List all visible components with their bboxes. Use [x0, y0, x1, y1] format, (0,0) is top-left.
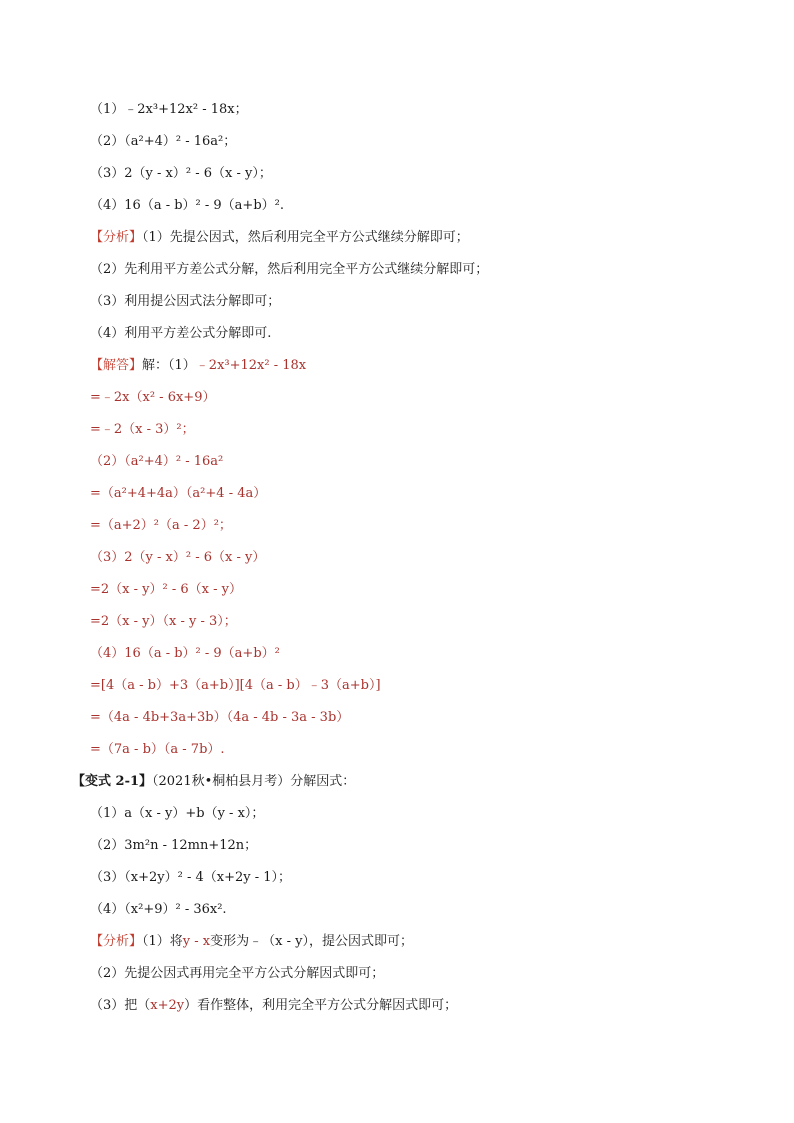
- variant-heading: [72, 773, 355, 791]
- analysis2-line-1: [90, 933, 413, 951]
- analysis2-text-3c: ）看作整体，利用完全平方公式分解因式即可；: [184, 998, 458, 1013]
- solution-step-1b: =﹣2（x - 3）²；: [90, 422, 195, 437]
- analysis-line-4: （4）利用平方差公式分解即可.: [90, 326, 272, 341]
- analysis2-line-2: （2）先提公因式再用完全平方公式分解因式即可；: [90, 966, 385, 981]
- variant-source: （2021秋•桐柏县月考）分解因式：: [152, 774, 356, 789]
- variant-problem-2: （2）3m²n - 12mn+12n；: [90, 838, 258, 853]
- variant-tag: 【变式 2-1】: [72, 774, 153, 789]
- analysis2-tag: 【分析】: [90, 934, 143, 949]
- solution-head-3: （3）2（y - x）² - 6（x - y）: [90, 550, 266, 565]
- solution-step-3a: =2（x - y）² - 6（x - y）: [90, 582, 242, 597]
- solution-intro: 解：（1）: [142, 358, 196, 373]
- analysis2-text-1a: （1）将: [142, 934, 183, 949]
- variant-problem-1: （1）a（x - y）+b（y - x）；: [90, 806, 265, 821]
- solution-step-4b: =（4a - 4b+3a+3b）（4a - 4b - 3a - 3b）: [90, 710, 350, 725]
- solution-tag: 【解答】: [90, 358, 143, 373]
- variant-problem-4: （4）（x²+9）² - 36x².: [90, 902, 227, 917]
- solution-expr-1: ﹣2x³+12x² - 18x: [195, 358, 307, 373]
- solution-line-1: [90, 357, 306, 375]
- solution-head-4: （4）16（a - b）² - 9（a+b）²: [90, 646, 280, 661]
- analysis-line-1: [90, 229, 469, 247]
- solution-head-2: （2）（a²+4）² - 16a²: [90, 454, 224, 469]
- solution-step-1a: =﹣2x（x² - 6x+9）: [90, 390, 216, 405]
- analysis2-text-1c: 变形为﹣（x - y），提公因式即可；: [210, 934, 413, 949]
- solution-step-2a: =（a²+4+4a）（a²+4 - 4a）: [90, 486, 267, 501]
- analysis-line-2: （2）先利用平方差公式分解，然后利用完全平方公式继续分解即可；: [90, 262, 489, 277]
- analysis2-line-3: [90, 997, 457, 1015]
- problem-1: （1）﹣2x³+12x² - 18x；: [90, 102, 248, 117]
- analysis2-expr-3: x+2y: [150, 998, 185, 1013]
- analysis2-expr-1: y - x: [182, 934, 211, 949]
- solution-step-4a: =[4（a - b）+3（a+b）][4（a - b）﹣3（a+b）]: [90, 678, 381, 693]
- analysis-text-1: （1）先提公因式，然后利用完全平方公式继续分解即可；: [142, 230, 469, 245]
- solution-step-2b: =（a+2）²（a - 2）²；: [90, 518, 232, 533]
- analysis-line-3: （3）利用提公因式法分解即可；: [90, 294, 281, 309]
- analysis-tag: 【分析】: [90, 230, 143, 245]
- solution-step-4c: =（7a - b）（a - 7b）.: [90, 742, 225, 757]
- problem-3: （3）2（y - x）² - 6（x - y）；: [90, 166, 272, 181]
- solution-step-3b: =2（x - y）（x - y - 3）；: [90, 614, 237, 629]
- analysis2-text-3a: （3）把（: [90, 998, 151, 1013]
- variant-problem-3: （3）（x+2y）² - 4（x+2y - 1）；: [90, 870, 292, 885]
- problem-4: （4）16（a - b）² - 9（a+b）².: [90, 198, 284, 213]
- problem-2: （2）（a²+4）² - 16a²；: [90, 134, 237, 149]
